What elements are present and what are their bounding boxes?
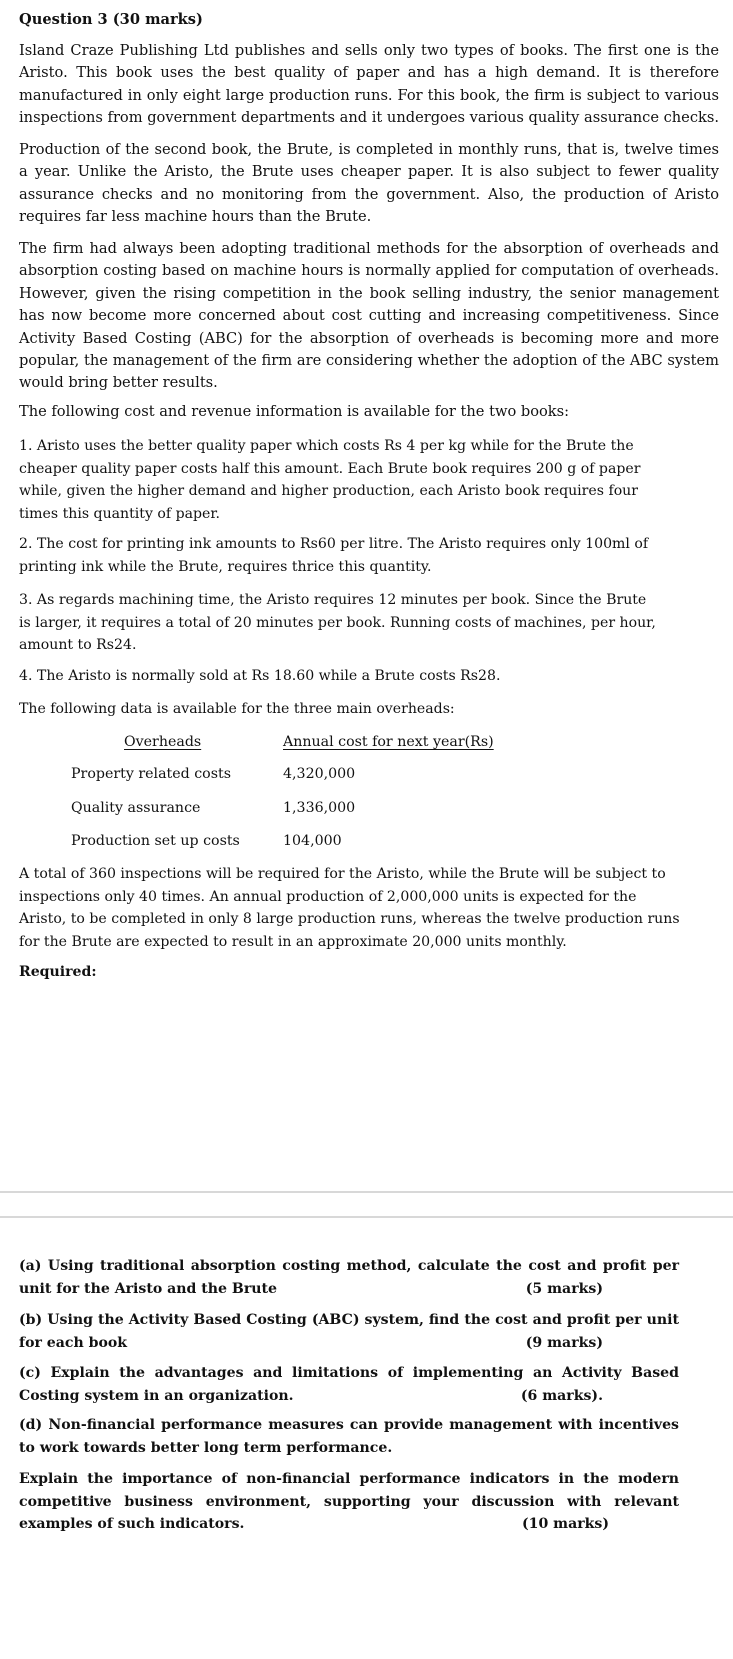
table-row-cost: 4,320,000 xyxy=(283,766,356,782)
requirement-d-marks: (10 marks) xyxy=(521,1516,609,1533)
requirement-a xyxy=(19,1255,679,1300)
overheads-column-header: Overheads xyxy=(124,734,202,750)
page-break-bottom-line xyxy=(0,1216,733,1218)
page-break-top-line xyxy=(0,1191,733,1193)
requirement-a-text: (a) Using traditional absorption costing method, calculate the cost and profit per unit for the Aristo and the Brute xyxy=(19,1258,679,1297)
question-title: Question 3 (30 marks) xyxy=(19,11,203,28)
inspections-paragraph: A total of 360 inspections will be required for the Aristo, while the Brute will be subject to inspections only 40 times. An annual production of 2,000,000 units is expected for the Aristo, to be completed in only 8 large production runs, whereas the twelve production runs for the Brute are expected to result in an approximate 20,000 units monthly. xyxy=(19,866,680,950)
overheads-intro: The following data is available for the three main overheads: xyxy=(19,701,455,717)
requirement-d-explain xyxy=(19,1468,679,1536)
cost-column-header: Annual cost for next year(Rs) xyxy=(283,734,494,750)
table-row-name: Production set up costs xyxy=(71,833,240,849)
point-selling-price: 4. The Aristo is normally sold at Rs 18.60 while a Brute costs Rs28. xyxy=(19,668,501,684)
paragraph-abc: The firm had always been adopting traditional methods for the absorption of overheads and absorption costing based on machine hours is normally applied for computation of overheads. However, given the rising competition in the book selling industry, the senior management has now become more concerned about cost cutting and increasing competitiveness. Since Activity Based Costing (ABC) for the absorption of overheads is becoming more and more popular, the management of the firm are considering whether the adoption of the ABC system would bring better results. xyxy=(19,240,719,392)
requirement-c-marks: (6 marks). xyxy=(520,1387,603,1404)
paragraph-brute: Production of the second book, the Brute, is completed in monthly runs, that is, twelve times a year. Unlike the Aristo, the Brute uses cheaper paper. It is also subject to fewer quality assurance checks and no monitoring from the government. Also, the production of Aristo requires far less machine hours than the Brute. xyxy=(19,141,719,226)
point-ink: 2. The cost for printing ink amounts to Rs60 per litre. The Aristo requires only 100ml of printing ink while the Brute, requires thrice this quantity. xyxy=(19,536,649,575)
info-intro: The following cost and revenue information is available for the two books: xyxy=(19,403,570,420)
requirement-c xyxy=(19,1362,679,1407)
point-machining: 3. As regards machining time, the Aristo requires 12 minutes per book. Since the Brute is larger, it requires a total of 20 minutes per book. Running costs of machines, per hour, amount to Rs24. xyxy=(19,592,656,654)
required-label: Required: xyxy=(19,964,97,980)
table-row-name: Property related costs xyxy=(71,766,231,782)
requirement-b xyxy=(19,1309,679,1354)
table-row-cost: 104,000 xyxy=(283,833,342,849)
requirement-b-text: (b) Using the Activity Based Costing (ABC) system, find the cost and profit per unit for each book xyxy=(19,1312,679,1351)
point-paper: 1. Aristo uses the better quality paper which costs Rs 4 per kg while for the Brute the cheaper quality paper costs half this amount. Each Brute book requires 200 g of paper while, given the higher demand and higher production, each Aristo book requires four times this quantity of paper. xyxy=(19,438,641,522)
requirement-b-marks: (9 marks) xyxy=(525,1334,603,1351)
requirement-c-text: (c) Explain the advantages and limitations of implementing an Activity Based Costing system in an organization. xyxy=(19,1365,679,1404)
requirement-d-explain-text: Explain the importance of non-financial performance indicators in the modern competitive business environment, supporting your discussion with relevant examples of such indicators. xyxy=(19,1471,679,1533)
table-row-cost: 1,336,000 xyxy=(283,800,356,816)
requirement-d xyxy=(19,1414,679,1459)
paragraph-intro: Island Craze Publishing Ltd publishes and sells only two types of books. The first one is the Aristo. This book uses the best quality of paper and has a high demand. It is therefore manufactured in only eight large production runs. For this book, the firm is subject to various inspections from government departments and it undergoes various quality assurance checks. xyxy=(19,42,719,127)
requirement-a-marks: (5 marks) xyxy=(525,1280,603,1297)
requirement-d-text: (d) Non-financial performance measures can provide management with incentives to work towards better long term performance. xyxy=(19,1417,679,1456)
table-row-name: Quality assurance xyxy=(71,800,201,816)
